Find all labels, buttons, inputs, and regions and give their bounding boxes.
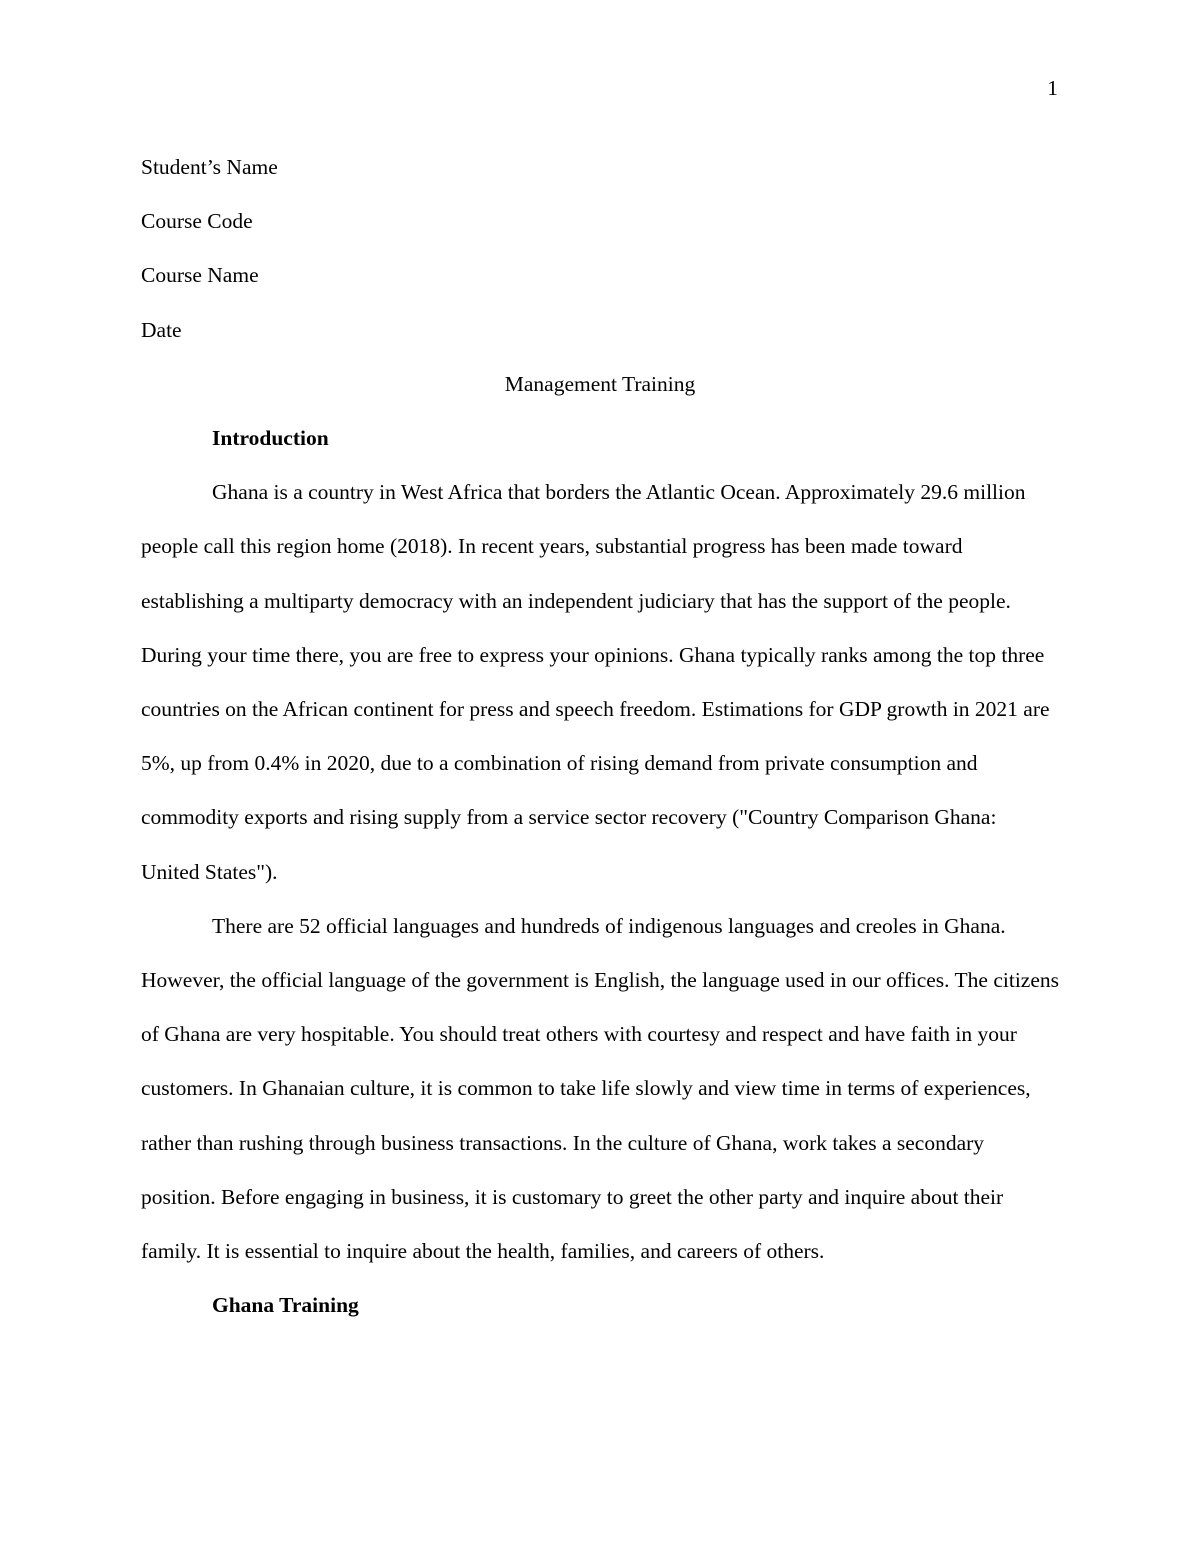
course-name: Course Name — [141, 263, 259, 288]
date: Date — [141, 317, 182, 342]
paragraph: There are 52 official languages and hundreds of indigenous languages and creoles in Ghana. However, the official language of the government is English, the language used in our offices. The citizens of Ghana are very hospitable. You should treat others with courtesy and respect and have faith in your customers. In Ghanaian culture, it is common to take life slowly and view time in terms of experiences, rather than rushing through business transactions. In the culture of Ghana, work takes a secondary position. Before engaging in business, it is customary to greet the other party and inquire about their family. It is essential to inquire about the health, families, and careers of others. — [141, 913, 1059, 1264]
section-heading-introduction: Introduction — [212, 426, 329, 451]
paragraph: Ghana is a country in West Africa that borders the Atlantic Ocean. Approximately 29.6 million people call this region home (2018). In recent years, substantial progress has been made toward establishing a multiparty democracy with an independent judiciary that has the support of the people. During your time there, you are free to express your opinions. Ghana typically ranks among the top three countries on the African continent for press and speech freedom. Estimations for GDP growth in 2021 are 5%, up from 0.4% in 2020, due to a combination of rising demand from private consumption and commodity exports and rising supply from a service sector recovery ("Country Comparison Ghana: United States"). — [141, 480, 1050, 884]
course-code: Course Code — [141, 209, 253, 234]
document-body — [141, 140, 1059, 1332]
document-title: Management Training — [504, 371, 696, 396]
page-number: 1 — [1047, 76, 1058, 100]
section-heading-ghana-training: Ghana Training — [212, 1293, 359, 1318]
student-name: Student’s Name — [141, 155, 278, 179]
